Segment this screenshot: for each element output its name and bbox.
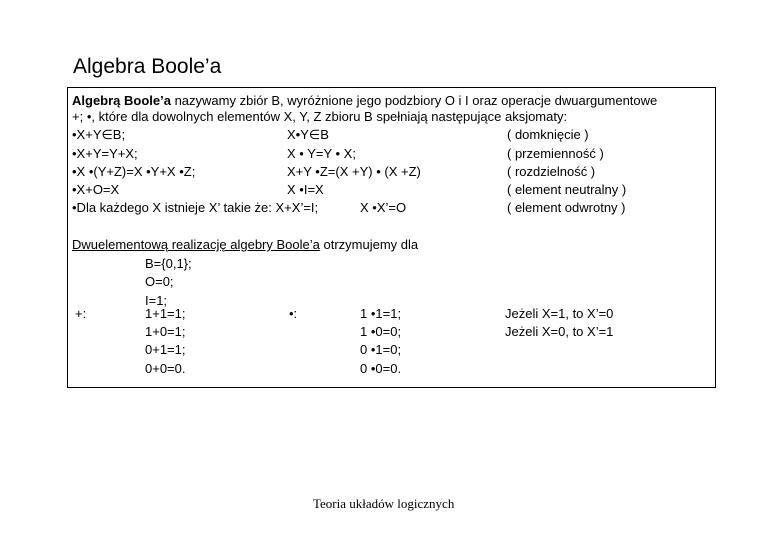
- def-B: B={0,1};: [145, 256, 192, 271]
- footer-caption: Teoria układów logicznych: [313, 496, 455, 511]
- negation-row-2: Jeżeli X=0, to X’=1: [505, 324, 614, 339]
- plus-row-2: 1+0=1;: [145, 324, 186, 339]
- axiom-4-mid: X •I=X: [287, 182, 324, 197]
- axiom-4-left: •X+O=X: [72, 182, 120, 197]
- axiom-1-mid: X•Y∈B: [287, 127, 329, 142]
- plus-label: +:: [75, 306, 87, 321]
- two-element-link-text: Dwuelementową realizację algebry Boole’a: [72, 237, 320, 252]
- def-O: O=0;: [145, 274, 174, 289]
- axiom-4-right: ( element neutralny ): [507, 182, 627, 197]
- plus-row-1: 1+1=1;: [145, 306, 186, 321]
- dot-label: •:: [289, 306, 298, 321]
- axiom-3-right: ( rozdzielność ): [507, 164, 596, 179]
- axiom-3-mid: X+Y •Z=(X +Y) • (X +Z): [287, 164, 421, 179]
- plus-row-3: 0+1=1;: [145, 342, 186, 357]
- intro-line-1: [72, 93, 657, 109]
- dot-row-2: 1 •0=0;: [360, 324, 402, 339]
- axiom-2-mid: X • Y=Y • X;: [287, 146, 356, 161]
- two-element-heading: [72, 237, 418, 253]
- dot-row-3: 0 •1=0;: [360, 342, 402, 357]
- axiom-5-right: ( element odwrotny ): [507, 200, 626, 215]
- intro-line-2: +; •, które dla dowolnych elementów X, Y, Z zbioru B spełniają następujące aksjomaty:: [72, 109, 568, 124]
- slide-title: Algebra Boole’a: [73, 55, 222, 78]
- axiom-1-right: ( domknięcie ): [507, 127, 589, 142]
- axiom-5-mid: X •X’=O: [360, 200, 407, 215]
- negation-row-1: Jeżeli X=1, to X’=0: [505, 306, 614, 321]
- axiom-5-left: •Dla każdego X istnieje X’ takie że: X+X’=I;: [72, 200, 319, 215]
- intro-line-1-text: nazywamy zbiór B, wyróżnione jego podzbiory O i I oraz operacje dwuargumentowe: [170, 93, 658, 108]
- plus-row-4: 0+0=0.: [145, 361, 186, 376]
- axiom-2-left: •X+Y=Y+X;: [72, 146, 138, 161]
- axiom-2-right: ( przemienność ): [507, 146, 604, 161]
- dot-row-1: 1 •1=1;: [360, 306, 402, 321]
- two-element-rest: otrzymujemy dla: [319, 237, 419, 252]
- axiom-3-left: •X •(Y+Z)=X •Y+X •Z;: [72, 164, 196, 179]
- dot-row-4: 0 •0=0.: [360, 361, 402, 376]
- def-I: I=1;: [145, 293, 168, 308]
- intro-bold-term: Algebrą Boole’a: [72, 93, 171, 108]
- axiom-1-left: •X+Y∈B;: [72, 127, 126, 142]
